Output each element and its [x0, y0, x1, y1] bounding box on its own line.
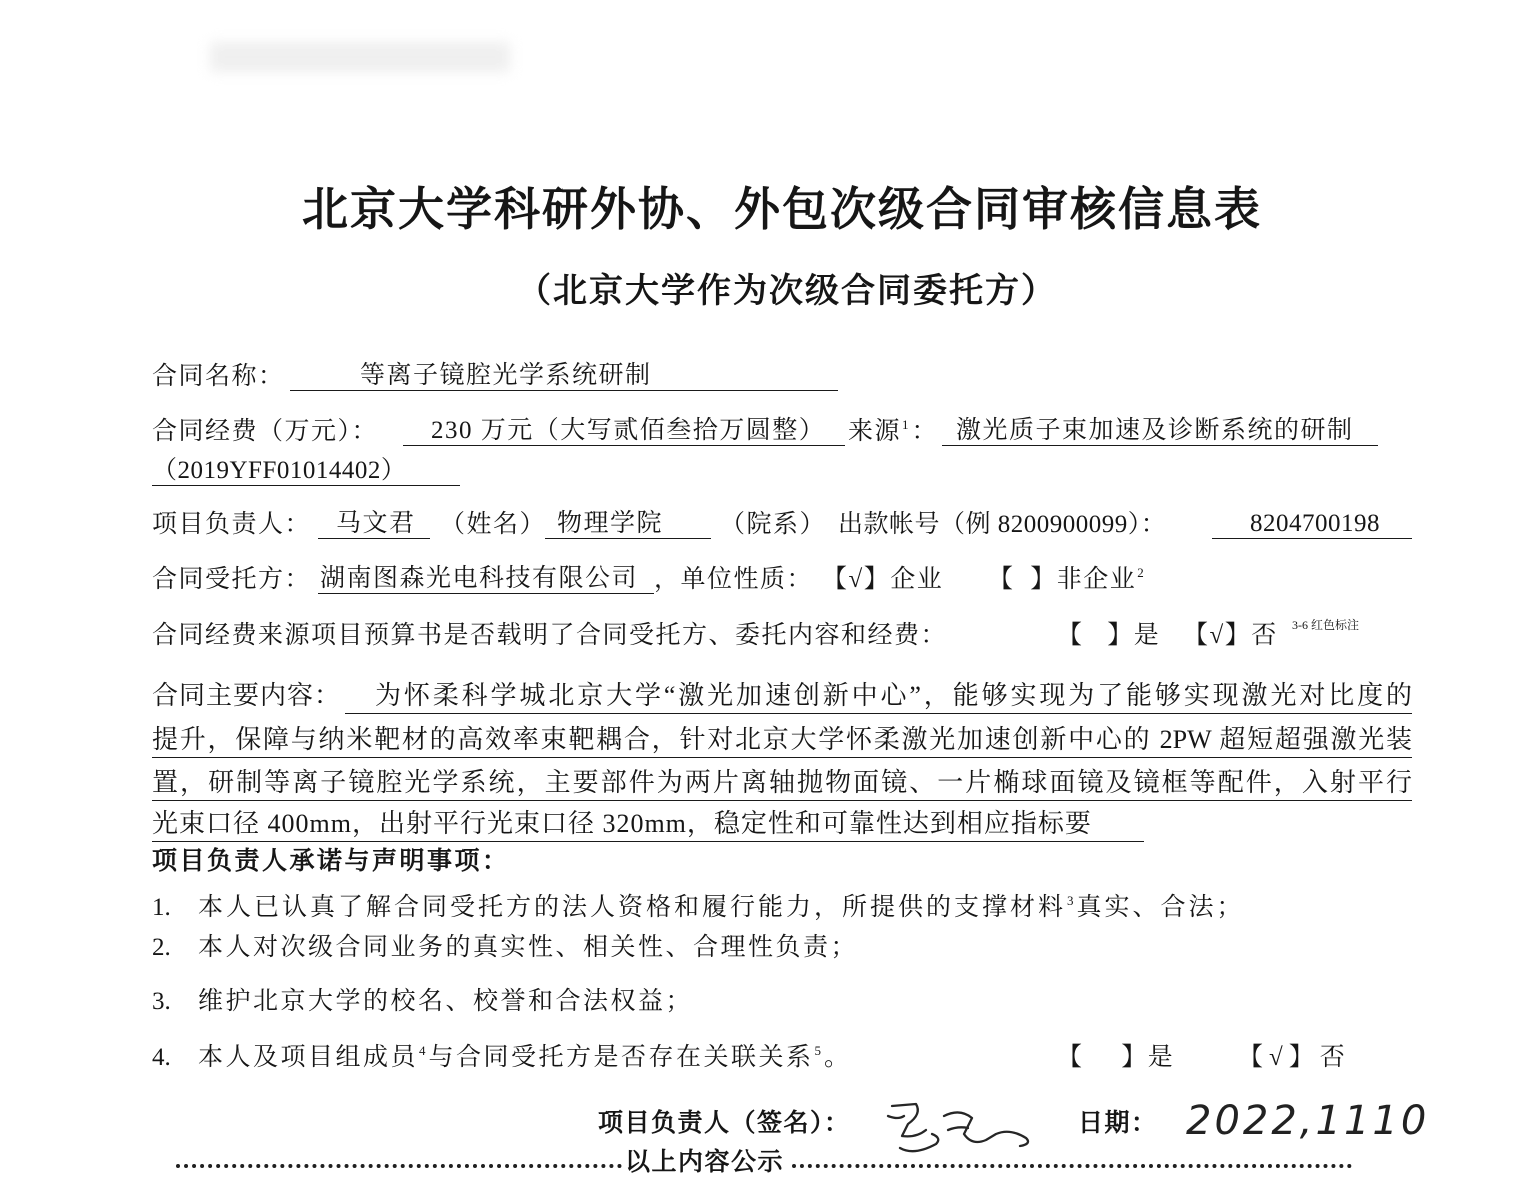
item-number: 2. — [152, 934, 171, 961]
item-text: 本人及项目组成员 — [198, 1044, 419, 1071]
contract-name-value: 等离子镜腔光学系统研制 — [290, 362, 838, 391]
budget-option-yes: 【 】是 — [1057, 622, 1161, 649]
form-subtitle: （北京大学作为次级合同委托方） — [517, 273, 1057, 310]
dotted-separator-right — [792, 1158, 1352, 1168]
funds-source-colon: ： — [911, 418, 939, 445]
funds-source-value: 激光质子束加速及诊断系统的研制 — [942, 417, 1378, 446]
account-value: 8204700198 — [1212, 510, 1412, 539]
handwritten-date: 2022,1110 — [1186, 1098, 1430, 1144]
option-non-enterprise-text: 【 】非企业 — [988, 566, 1137, 593]
leader-department-hint: （院系） — [720, 511, 827, 538]
funds-label: 合同经费（万元）： — [152, 418, 379, 445]
footnote-5: 5 — [814, 1043, 822, 1058]
commitment-item-1 — [152, 893, 1245, 923]
main-content-label: 合同主要内容： — [152, 681, 342, 710]
item-text: 本人对次级合同业务的真实性、相关性、合理性负责； — [198, 934, 859, 961]
footnote-2: 2 — [1137, 565, 1144, 580]
main-content-line: 为怀柔科学城北京大学“激光加速创新中心”，能够实现为了能够实现激光对比度的 — [345, 680, 1412, 714]
item-number: 3. — [152, 988, 171, 1015]
contractor-value: 湖南图森光电科技有限公司 — [318, 565, 654, 594]
contractor-label: 合同受托方： — [152, 566, 312, 593]
handwritten-signature — [878, 1094, 1038, 1166]
commitments-heading: 项目负责人承诺与声明事项： — [152, 848, 510, 875]
funds-source-text: 来源 — [848, 418, 902, 445]
date-label: 日期： — [1078, 1110, 1158, 1137]
commitment-item-4 — [152, 1043, 852, 1073]
funds-source-code: （2019YFF01014402） — [152, 457, 460, 486]
account-label: 出款帐号（例 8200900099）： — [838, 511, 1167, 538]
budget-note: 3-6 红色标注 — [1292, 618, 1359, 632]
item-number: 1. — [152, 894, 171, 921]
footnote-1: 1 — [902, 417, 909, 432]
scan-smudge — [210, 42, 510, 72]
main-content-line: 置，研制等离子镜腔光学系统，主要部件为两片离轴抛物面镜、一片椭球面镜及镜框等配件，入射平行 — [152, 767, 1412, 801]
item-text: 真实、合法； — [1076, 894, 1245, 921]
contractor-nature-label: ，单位性质： — [654, 566, 814, 593]
item-text: 维护北京大学的校名、校誉和合法权益； — [198, 988, 694, 1015]
public-notice: 以上内容公示 — [625, 1149, 785, 1176]
leader-label: 项目负责人： — [152, 511, 312, 538]
relation-option-yes: 【 】是 — [1057, 1044, 1175, 1071]
leader-name: 马文君 — [318, 510, 430, 539]
dotted-separator-left — [176, 1158, 622, 1168]
form-title: 北京大学科研外协、外包次级合同审核信息表 — [302, 184, 1262, 235]
budget-question: 合同经费来源项目预算书是否载明了合同受托方、委托内容和经费： — [152, 622, 948, 649]
commitment-item-2 — [152, 933, 858, 963]
contract-name-label: 合同名称： — [152, 363, 285, 390]
funds-source-label — [848, 417, 938, 447]
leader-name-hint: （姓名） — [440, 511, 547, 538]
footnote-4: 4 — [419, 1043, 426, 1058]
relation-option-no-checked: 【√】否 — [1238, 1044, 1351, 1071]
budget-option-no-checked: 【√】否 — [1183, 622, 1278, 649]
item-number: 4. — [152, 1044, 171, 1071]
item-text: 。 — [824, 1044, 852, 1071]
item-text: 本人已认真了解合同受托方的法人资格和履行能力，所提供的支撑材料 — [198, 894, 1067, 921]
footnote-3: 3 — [1067, 893, 1074, 908]
item-text: 与合同受托方是否存在关联关系 — [428, 1044, 814, 1071]
main-content-line: 光束口径 400mm，出射平行光束口径 320mm，稳定性和可靠性达到相应指标要 — [152, 808, 1144, 842]
main-content-line: 提升，保障与纳米靶材的高效率束靶耦合，针对北京大学怀柔激光加速创新中心的 2PW 超短超强激光装 — [152, 724, 1412, 758]
funds-value: 230 万元（大写贰佰叁拾万圆整） — [403, 417, 845, 446]
option-non-enterprise — [988, 565, 1147, 595]
leader-department: 物理学院 — [545, 510, 711, 539]
signature-label: 项目负责人（签名）： — [598, 1110, 851, 1137]
commitment-item-3 — [152, 987, 693, 1017]
option-enterprise-checked: 【√】企业 — [822, 566, 944, 593]
